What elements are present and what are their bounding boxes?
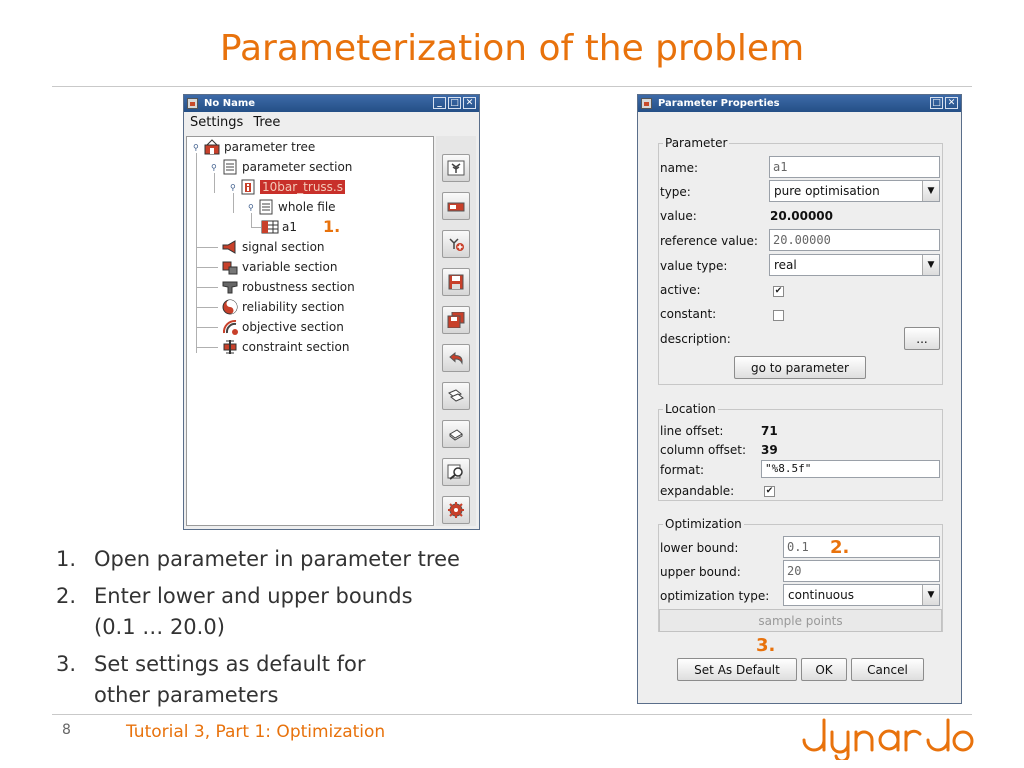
optimization-type-value: continuous (788, 588, 854, 602)
lower-bound-field[interactable]: 0.1 (783, 536, 940, 558)
section-document-icon (221, 159, 239, 175)
variable-tool-icon (221, 259, 239, 275)
props-window-titlebar[interactable] (638, 95, 961, 112)
value-type-select[interactable] (769, 254, 940, 276)
type-select-value: pure optimisation (774, 184, 880, 198)
save-icon (447, 274, 465, 290)
find-button[interactable] (442, 458, 470, 486)
reliability-swirl-icon (221, 299, 239, 315)
parameter-button[interactable] (442, 192, 470, 220)
column-offset-label: column offset: (660, 443, 746, 457)
parameter-tree-window (183, 94, 480, 530)
expandable-label: expandable: (660, 484, 735, 498)
active-label: active: (660, 283, 701, 297)
set-as-default-button[interactable]: Set As Default (677, 658, 797, 681)
robustness-anvil-icon (221, 279, 239, 295)
parameter-grid-icon (261, 219, 279, 235)
step-marker-2: 2. (830, 537, 850, 558)
settings-gear-icon (447, 502, 465, 518)
tree-connector (196, 247, 218, 248)
go-to-parameter-button[interactable]: go to parameter (734, 356, 866, 379)
line-offset-label: line offset: (660, 424, 724, 438)
dropdown-arrow-icon: ▼ (922, 585, 939, 605)
tree-connector (214, 173, 215, 193)
upper-bound-label: upper bound: (660, 565, 741, 579)
find-icon (447, 464, 465, 480)
close-button[interactable]: ✕ (463, 97, 476, 109)
expand-toggle-icon[interactable]: ⚲ (193, 143, 199, 152)
step-marker-3: 3. (756, 635, 776, 656)
copy-button[interactable] (442, 382, 470, 410)
parameter-tree-icon (203, 139, 221, 155)
tree-connector (196, 287, 218, 288)
constant-label: constant: (660, 307, 717, 321)
step-marker-1: 1. (323, 217, 341, 236)
expandable-checkbox[interactable]: ✔ (765, 486, 774, 496)
tree-node-signal-section[interactable]: signal section (221, 238, 325, 256)
line-offset-value: 71 (761, 424, 778, 438)
constraint-clamp-icon (221, 339, 239, 355)
location-group-title: Location (665, 402, 716, 416)
constant-checkbox[interactable] (773, 310, 784, 321)
tree-icon (447, 160, 465, 176)
tree-node-robustness-section[interactable]: robustness section (221, 278, 355, 296)
parameter-properties-window (637, 94, 962, 704)
tree-connector (196, 307, 218, 308)
column-offset-value: 39 (761, 443, 778, 457)
parameter-icon (447, 198, 465, 214)
dropdown-arrow-icon: ▼ (922, 181, 939, 201)
menu-tree[interactable]: Tree (253, 114, 281, 130)
lower-bound-label: lower bound: (660, 541, 739, 555)
footer-title: Tutorial 3, Part 1: Optimization (126, 722, 386, 742)
paste-icon (447, 426, 465, 442)
value-value: 20.00000 (770, 209, 834, 223)
tree-toolbar (436, 136, 476, 526)
tree-menubar (184, 112, 479, 132)
tree-connector (251, 227, 261, 228)
instruction-list (56, 544, 576, 717)
parameter-group-title: Parameter (665, 136, 728, 150)
description-label: description: (660, 332, 731, 346)
objective-target-icon (221, 319, 239, 335)
menu-settings[interactable]: Settings (190, 114, 244, 130)
reference-value-field[interactable]: 20.00000 (769, 229, 940, 251)
close-button[interactable]: ✕ (945, 97, 958, 109)
tree-node-parameter-section[interactable]: parameter section (221, 158, 352, 176)
settings-button[interactable] (442, 496, 470, 524)
tree-window-titlebar[interactable] (184, 95, 479, 112)
expand-toggle-icon[interactable]: ⚲ (248, 203, 254, 212)
description-edit-button[interactable]: ... (904, 327, 940, 350)
expand-toggle-icon[interactable]: ⚲ (211, 163, 217, 172)
ok-button[interactable]: OK (801, 658, 847, 681)
add-node-icon (447, 236, 465, 252)
document-icon (257, 199, 275, 215)
parameter-tree[interactable] (186, 136, 434, 526)
tree-connector (196, 327, 218, 328)
slide-title: Parameterization of the problem (219, 28, 805, 69)
save-all-icon (447, 312, 465, 328)
optimization-group-title: Optimization (665, 517, 742, 531)
tree-node-reliability-section[interactable]: reliability section (221, 298, 345, 316)
dropdown-arrow-icon: ▼ (922, 255, 939, 275)
minimize-button[interactable]: _ (433, 97, 446, 109)
app-icon (187, 98, 198, 109)
sample-points-button[interactable]: sample points (659, 609, 942, 632)
type-select[interactable] (769, 180, 940, 202)
maximize-button[interactable]: □ (930, 97, 943, 109)
instruction-item: 2. Enter lower and upper bounds (0.1 … 20.0) (56, 584, 413, 639)
optimization-type-select[interactable] (783, 584, 940, 606)
value-type-select-value: real (774, 258, 797, 272)
undo-button[interactable] (442, 344, 470, 372)
name-label: name: (660, 161, 699, 175)
tree-node-file[interactable]: 10bar_truss.s (239, 178, 345, 196)
instruction-item: 1. Open parameter in parameter tree (56, 547, 460, 571)
tree-node-a1[interactable]: a1 (261, 218, 297, 236)
maximize-button[interactable]: □ (448, 97, 461, 109)
copy-icon (447, 388, 465, 404)
tree-window-title: No Name (204, 98, 256, 109)
optimization-type-label: optimization type: (660, 589, 770, 603)
signal-horn-icon (221, 239, 239, 255)
instruction-item: 3. Set settings as default for other parameters (56, 652, 366, 707)
save-button[interactable] (442, 268, 470, 296)
expand-toggle-icon[interactable]: ⚲ (230, 183, 236, 192)
tree-view-button[interactable] (442, 154, 470, 182)
format-label: format: (660, 463, 705, 477)
value-type-label: value type: (660, 259, 728, 273)
tree-node-root[interactable]: parameter tree (203, 138, 315, 156)
cancel-button[interactable]: Cancel (851, 658, 924, 681)
paste-button[interactable] (442, 420, 470, 448)
value-label: value: (660, 209, 697, 223)
type-label: type: (660, 185, 691, 199)
active-checkbox[interactable]: ✔ (774, 286, 783, 296)
tree-connector (196, 153, 197, 353)
tree-node-variable-section[interactable]: variable section (221, 258, 337, 276)
tree-node-constraint-section[interactable]: constraint section (221, 338, 349, 356)
app-icon (641, 98, 652, 109)
dynardo-logo (800, 712, 976, 760)
undo-icon (447, 350, 465, 366)
add-node-button[interactable] (442, 230, 470, 258)
save-all-button[interactable] (442, 306, 470, 334)
tree-connector (196, 347, 218, 348)
reference-value-label: reference value: (660, 234, 758, 248)
page-number: 8 (62, 722, 71, 738)
upper-bound-field[interactable]: 20 (783, 560, 940, 582)
tree-connector (233, 193, 234, 213)
tree-node-objective-section[interactable]: objective section (221, 318, 344, 336)
tree-connector (251, 213, 252, 227)
props-window-title: Parameter Properties (658, 98, 780, 109)
format-field[interactable]: "%8.5f" (761, 460, 940, 478)
file-info-icon (239, 179, 257, 195)
tree-node-whole-file[interactable]: whole file (257, 198, 336, 216)
tree-connector (196, 267, 218, 268)
name-field[interactable]: a1 (769, 156, 940, 178)
title-divider (52, 86, 972, 87)
